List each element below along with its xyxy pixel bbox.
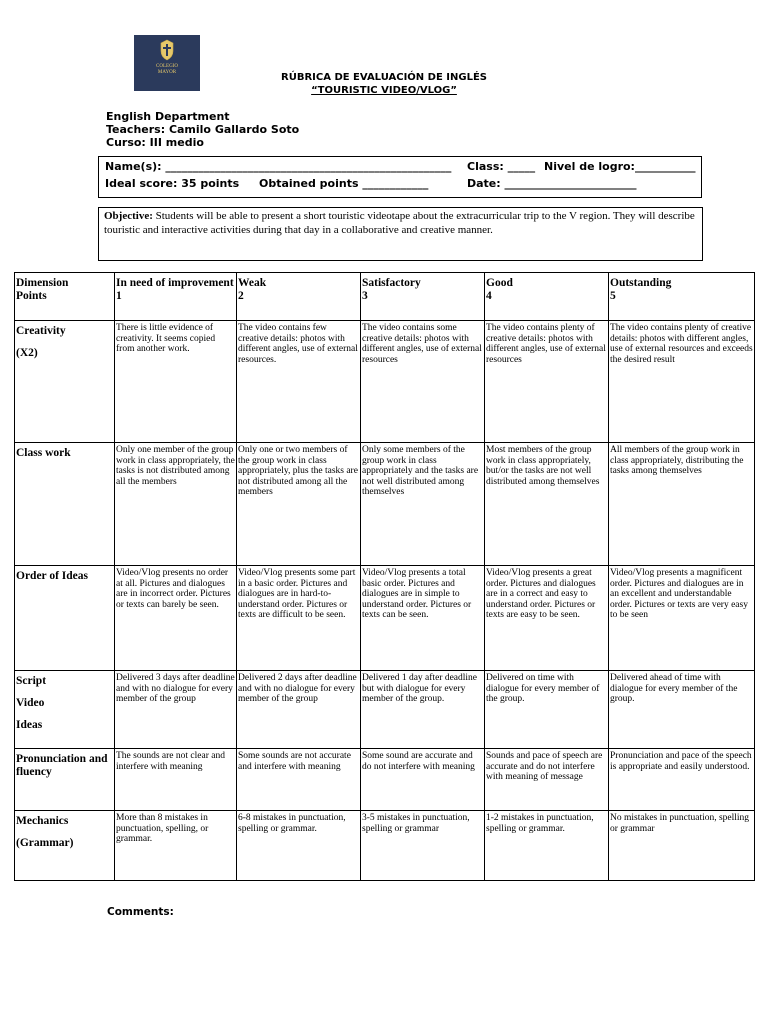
rubric-cell: The video contains few creative details: photos with different angles, use of external resources. xyxy=(237,321,361,443)
rubric-cell: Video/Vlog presents a total basic order. Pictures and dialogues are in simple to understand order. Pictures or texts can be seen. xyxy=(361,566,485,671)
header-dimension: Dimension Points xyxy=(15,273,115,321)
ideal-score: Ideal score: 35 points xyxy=(105,177,240,190)
rubric-cell: 1-2 mistakes in punctuation, spelling or grammar. xyxy=(485,811,609,881)
dimension-script-video-ideas: Script Video Ideas xyxy=(15,671,115,749)
rubric-header-row xyxy=(15,273,755,321)
rubric-cell: Video/Vlog presents a great order. Pictures and dialogues are in a correct and easy to understand order. Pictures or texts are easy to be seen. xyxy=(485,566,609,671)
header-level-4: Good 4 xyxy=(485,273,609,321)
objective-box xyxy=(98,207,703,261)
rubric-cell: Delivered 1 day after deadline but with dialogue for every member of the group. xyxy=(361,671,485,749)
header-level-5: Outstanding 5 xyxy=(609,273,755,321)
student-info-box xyxy=(98,156,702,198)
rubric-cell: Delivered ahead of time with dialogue for every member of the group. xyxy=(609,671,755,749)
logo-text-line1: COLEGIO xyxy=(156,64,178,69)
rubric-cell: Some sounds are not accurate and interfere with meaning xyxy=(237,749,361,811)
comments-label: Comments: xyxy=(107,906,174,918)
dimension-class-work: Class work xyxy=(15,443,115,566)
rubric-cell: Most members of the group work in class appropriately, but/or the tasks are not well distributed among themselves xyxy=(485,443,609,566)
rubric-cell: Video/Vlog presents some part in a basic order. Pictures and dialogues are in hard-to-understand order. Pictures or texts are difficult to be seen. xyxy=(237,566,361,671)
date-field[interactable]: Date: ________________________ xyxy=(467,177,637,190)
rubric-cell: There is little evidence of creativity. It seems copied from another work. xyxy=(115,321,237,443)
rubric-cell: No mistakes in punctuation, spelling or grammar xyxy=(609,811,755,881)
rubric-cell: 6-8 mistakes in punctuation, spelling or grammar. xyxy=(237,811,361,881)
rubric-cell: Delivered 3 days after deadline and with no dialogue for every member of the group xyxy=(115,671,237,749)
rubric-row-mechanics xyxy=(15,811,755,881)
name-field[interactable]: Name(s): ____________________________________________________ xyxy=(105,160,452,173)
rubric-cell: 3-5 mistakes in punctuation, spelling or grammar xyxy=(361,811,485,881)
header-level-2: Weak 2 xyxy=(237,273,361,321)
header-level-3: Satisfactory 3 xyxy=(361,273,485,321)
rubric-cell: Only one or two members of the group work in class appropriately, plus the tasks are not distributed among all the members xyxy=(237,443,361,566)
nivel-de-logro-field[interactable]: Nivel de logro:___________ xyxy=(544,160,696,173)
rubric-cell: More than 8 mistakes in punctuation, spelling, or grammar. xyxy=(115,811,237,881)
rubric-cell: Delivered on time with dialogue for every member of the group. xyxy=(485,671,609,749)
obtained-points-field[interactable]: Obtained points ____________ xyxy=(259,177,429,190)
dimension-pronunciation: Pronunciation and fluency xyxy=(15,749,115,811)
crest-icon xyxy=(159,39,175,61)
rubric-cell: Pronunciation and pace of the speech is appropriate and easily understood. xyxy=(609,749,755,811)
document-subtitle: “TOURISTIC VIDEO/VLOG” xyxy=(311,85,457,96)
course: Curso: III medio xyxy=(106,136,204,149)
teachers: Teachers: Camilo Gallardo Soto xyxy=(106,123,300,136)
rubric-cell: Video/Vlog presents a magnificent order. Pictures and dialogues are in an excellent and understandable order. Pictures or texts are very easy to be seen xyxy=(609,566,755,671)
rubric-row-pronunciation xyxy=(15,749,755,811)
rubric-cell: Only one member of the group work in class appropriately, the tasks is not distributed among all the members xyxy=(115,443,237,566)
rubric-row-order-of-ideas xyxy=(15,566,755,671)
dimension-order-of-ideas: Order of Ideas xyxy=(15,566,115,671)
department: English Department xyxy=(106,110,230,123)
rubric-row-creativity xyxy=(15,321,755,443)
rubric-cell: All members of the group work in class appropriately, distributing the tasks among themselves xyxy=(609,443,755,566)
rubric-cell: Sounds and pace of speech are accurate and do not interfere with meaning of message xyxy=(485,749,609,811)
objective-text: Students will be able to present a short touristic videotape about the extracurricular trip to the V region. They will describe touristic and interactive activities during that day in a collaborative and creative manner. xyxy=(104,210,695,236)
dimension-creativity: Creativity (X2) xyxy=(15,321,115,443)
rubric-cell: Only some members of the group work in class appropriately and the tasks are not well distributed among themselves xyxy=(361,443,485,566)
rubric-cell: The video contains plenty of creative details: photos with different angles, use of external resources xyxy=(485,321,609,443)
rubric-cell: Delivered 2 days after deadline and with no dialogue for every member of the group xyxy=(237,671,361,749)
class-field[interactable]: Class: _____ xyxy=(467,160,536,173)
document-title: RÚBRICA DE EVALUACIÓN DE INGLÉS xyxy=(281,72,487,83)
rubric-cell: The video contains some creative details: photos with different angles, use of external resources xyxy=(361,321,485,443)
dimension-mechanics: Mechanics (Grammar) xyxy=(15,811,115,881)
rubric-cell: Some sound are accurate and do not interfere with meaning xyxy=(361,749,485,811)
rubric-cell: The sounds are not clear and interfere with meaning xyxy=(115,749,237,811)
rubric-table xyxy=(14,272,755,881)
header-level-1: In need of improvement 1 xyxy=(115,273,237,321)
rubric-cell: Video/Vlog presents no order at all. Pictures and dialogues are in incorrect order. Pictures or texts can barely be seen. xyxy=(115,566,237,671)
rubric-row-script xyxy=(15,671,755,749)
objective-label: Objective: xyxy=(104,210,153,222)
rubric-row-class-work xyxy=(15,443,755,566)
logo-text-line2: MAYOR xyxy=(157,70,177,75)
rubric-cell: The video contains plenty of creative details: photos with different angles, use of external resources and exceeds the desired result xyxy=(609,321,755,443)
